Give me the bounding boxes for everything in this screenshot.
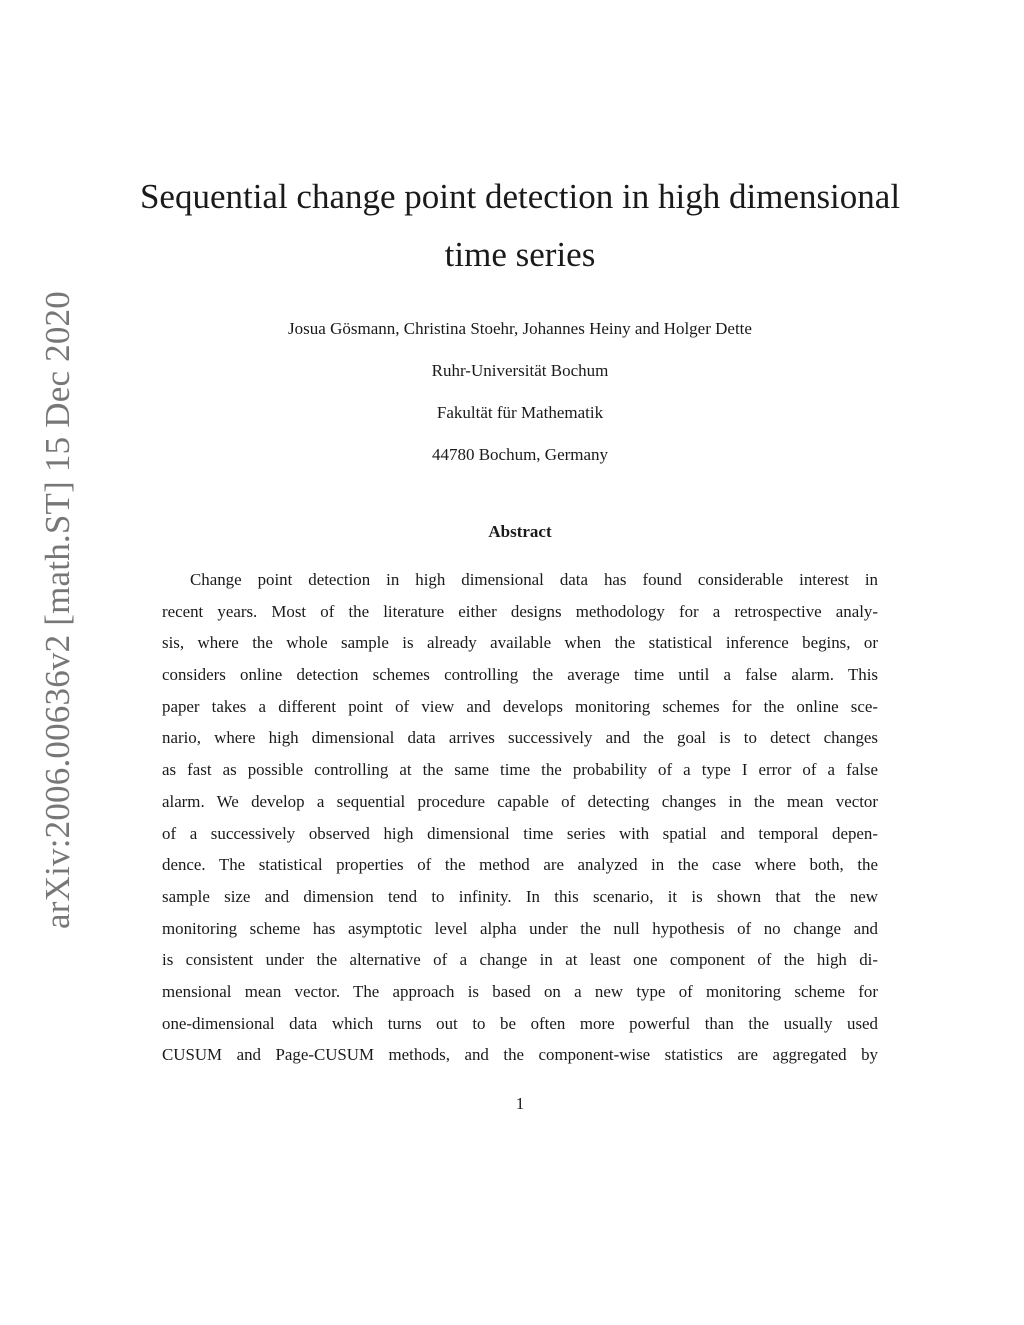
affiliation-address: 44780 Bochum, Germany [431, 445, 609, 464]
abstract-line: considers online detection schemes controlling the average time until a false alarm. This [162, 665, 878, 685]
paper-title [100, 168, 940, 284]
abstract-line: CUSUM and Page-CUSUM methods, and the component-wise statistics are aggregated by [162, 1045, 878, 1065]
affiliation-university: Ruhr-Universität Bochum [431, 361, 609, 380]
abstract-line: alarm. We develop a sequential procedure capable of detecting changes in the mean vector [162, 791, 878, 811]
paper-title-line-1: Sequential change point detection in high dimensional [139, 177, 901, 216]
abstract-line: mensional mean vector. The approach is based on a new type of monitoring scheme for [162, 981, 878, 1001]
abstract-line: sis, where the whole sample is already available when the statistical inference begins, or [162, 633, 878, 653]
arxiv-identifier-stamp: arXiv:2006.00636v2 [math.ST] 15 Dec 2020 [38, 291, 77, 929]
page-number: 1 [515, 1094, 525, 1113]
abstract-line: of a successively observed high dimensional time series with spatial and temporal depen- [162, 823, 878, 843]
abstract-line: recent years. Most of the literature either designs methodology for a retrospective analy- [162, 601, 878, 621]
abstract-line: monitoring scheme has asymptotic level alpha under the null hypothesis of no change and [162, 918, 878, 938]
paper-title-line-2: time series [444, 235, 596, 274]
abstract-line: as fast as possible controlling at the same time the probability of a type I error of a false [162, 760, 878, 780]
abstract-line: dence. The statistical properties of the method are analyzed in the case where both, the [162, 855, 878, 875]
abstract-line: one-dimensional data which turns out to be often more powerful than the usually used [162, 1013, 878, 1033]
abstract-text [162, 564, 878, 1071]
abstract-line: paper takes a different point of view and develops monitoring schemes for the online sce- [162, 696, 878, 716]
abstract-line: is consistent under the alternative of a change in at least one component of the high di- [162, 950, 878, 970]
abstract-line: sample size and dimension tend to infinity. In this scenario, it is shown that the new [162, 886, 878, 906]
affiliation-faculty: Fakultät für Mathematik [436, 403, 604, 422]
abstract-heading: Abstract [488, 522, 552, 541]
abstract-line: Change point detection in high dimensional data has found considerable interest in [190, 570, 878, 589]
abstract-line: nario, where high dimensional data arrives successively and the goal is to detect changes [162, 728, 878, 748]
author-list: Josua Gösmann, Christina Stoehr, Johannes Heiny and Holger Dette [288, 319, 752, 338]
